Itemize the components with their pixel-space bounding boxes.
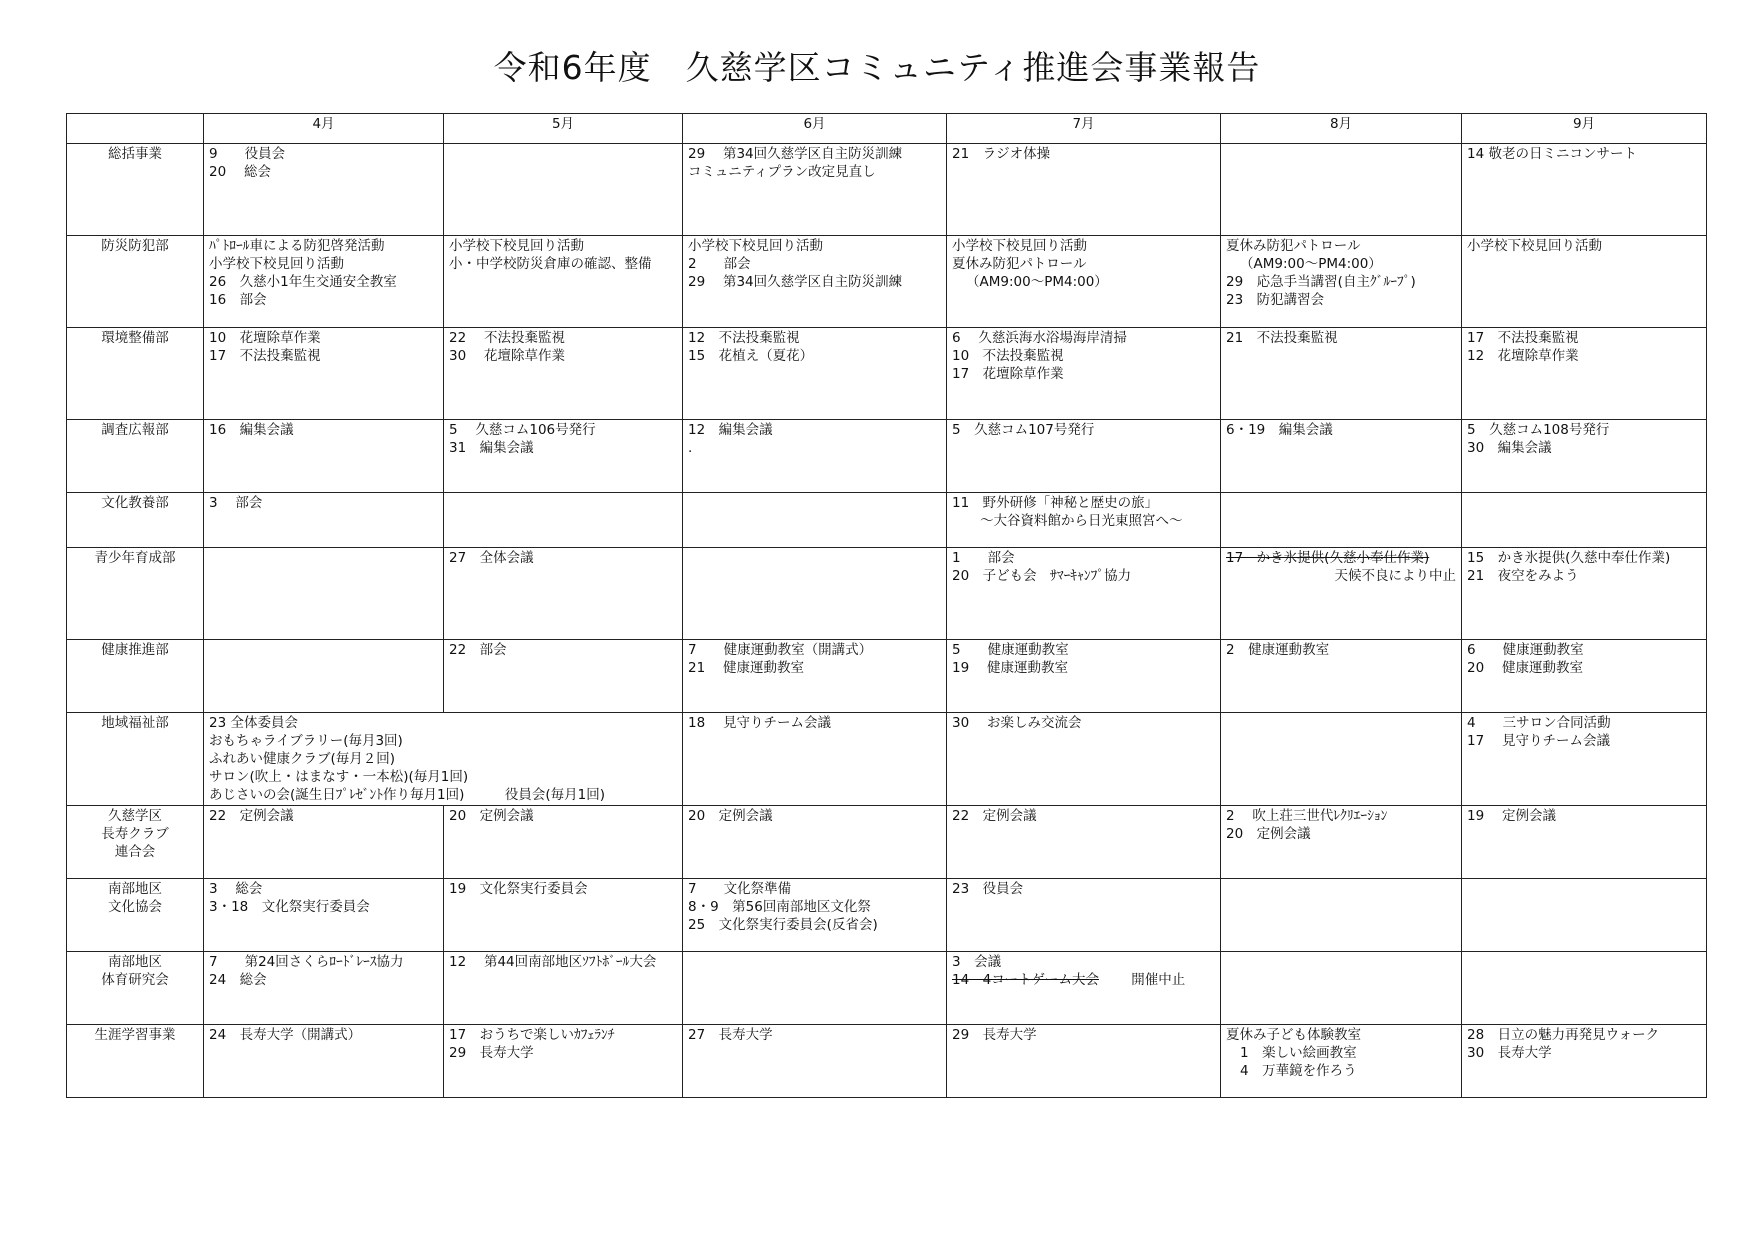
event-entry: 4 三サロン合同活動 xyxy=(1467,715,1611,731)
schedule-cell xyxy=(947,806,1221,879)
event-entry: 1 部会 xyxy=(952,550,1015,566)
schedule-cell xyxy=(1462,420,1707,493)
event-entry: 17 不法投棄監視 xyxy=(209,348,321,364)
schedule-cell xyxy=(1462,1025,1707,1098)
category-label: 連合会 xyxy=(114,844,156,860)
schedule-cell xyxy=(683,952,947,1025)
schedule-cell xyxy=(1221,713,1462,806)
cancelled-event: 14 4コートゲーム大会 xyxy=(952,972,1099,988)
event-entry: 15 花植え（夏花） xyxy=(688,348,814,364)
event-entry: 6 久慈浜海水浴場海岸清掃 xyxy=(952,330,1127,346)
month-header: 5月 xyxy=(444,114,683,144)
event-entry: 15 かき氷提供(久慈中奉仕作業) xyxy=(1467,550,1671,566)
event-entry: 31 編集会議 xyxy=(449,440,534,456)
schedule-cell xyxy=(204,144,444,236)
event-entry: 12 不法投棄監視 xyxy=(688,330,800,346)
table-row xyxy=(67,144,1707,236)
schedule-cell xyxy=(683,713,947,806)
category-cell xyxy=(67,879,204,952)
event-entry: 20 健康運動教室 xyxy=(1467,660,1583,676)
event-entry: ふれあい健康クラブ(毎月２回) xyxy=(209,751,396,767)
event-entry: 14 敬老の日ミニコンサート xyxy=(1467,146,1637,162)
schedule-table xyxy=(66,113,1707,1098)
event-entry: 1 楽しい絵画教室 xyxy=(1240,1045,1357,1061)
schedule-cell-span xyxy=(204,713,683,806)
event-entry: 22 不法投棄監視 xyxy=(449,330,565,346)
category-label: 文化教養部 xyxy=(101,495,169,511)
schedule-cell xyxy=(1462,640,1707,713)
schedule-cell xyxy=(947,236,1221,328)
event-entry: 21 不法投棄監視 xyxy=(1226,330,1338,346)
event-entry: 5 久慈コム107号発行 xyxy=(952,422,1095,438)
event-entry: 26 久慈小1年生交通安全教室 xyxy=(209,274,397,290)
category-label: 防災防犯部 xyxy=(101,238,169,254)
schedule-cell xyxy=(947,1025,1221,1098)
category-cell xyxy=(67,144,204,236)
schedule-cell xyxy=(1462,713,1707,806)
event-entry: 2 部会 xyxy=(688,256,751,272)
event-entry: 22 定例会議 xyxy=(209,808,294,824)
schedule-cell xyxy=(444,806,683,879)
schedule-cell xyxy=(1462,328,1707,420)
table-row xyxy=(67,713,1707,806)
event-entry: 20 定例会議 xyxy=(688,808,773,824)
schedule-cell xyxy=(204,879,444,952)
schedule-cell xyxy=(1462,548,1707,640)
event-entry: 10 花壇除草作業 xyxy=(209,330,321,346)
event-entry: 24 長寿大学（開講式） xyxy=(209,1027,362,1043)
event-entry: 20 定例会議 xyxy=(449,808,534,824)
table-row xyxy=(67,879,1707,952)
event-entry: 29 応急手当講習(自主ｸﾞﾙｰﾌﾟ) xyxy=(1226,274,1416,290)
schedule-cell xyxy=(683,236,947,328)
category-cell xyxy=(67,548,204,640)
event-entry: 21 健康運動教室 xyxy=(688,660,804,676)
schedule-cell xyxy=(1221,640,1462,713)
schedule-cell xyxy=(1462,144,1707,236)
table-row xyxy=(67,1025,1707,1098)
schedule-cell xyxy=(444,493,683,548)
category-label: 文化協会 xyxy=(108,899,162,915)
event-entry: 5 久慈コム108号発行 xyxy=(1467,422,1610,438)
schedule-cell xyxy=(444,879,683,952)
category-cell xyxy=(67,493,204,548)
schedule-cell xyxy=(1221,879,1462,952)
table-row xyxy=(67,952,1707,1025)
event-entry: 3 部会 xyxy=(209,495,263,511)
schedule-cell xyxy=(1221,493,1462,548)
event-entry: （AM9:00～PM4:00） xyxy=(1240,256,1382,272)
category-label: 健康推進部 xyxy=(101,642,169,658)
schedule-cell xyxy=(683,144,947,236)
month-header: 7月 xyxy=(947,114,1221,144)
event-entry: 3 会議 xyxy=(952,954,1002,970)
schedule-cell xyxy=(204,328,444,420)
event-entry: 30 長寿大学 xyxy=(1467,1045,1552,1061)
category-label: 南部地区 xyxy=(108,954,162,970)
event-entry: 29 第34回久慈学区自主防災訓練 xyxy=(688,274,903,290)
event-entry: 17 花壇除草作業 xyxy=(952,366,1064,382)
event-entry: 29 長寿大学 xyxy=(952,1027,1037,1043)
event-entry: 5 健康運動教室 xyxy=(952,642,1069,658)
event-entry: 17 おうちで楽しいｶﾌｪﾗﾝﾁ xyxy=(449,1027,615,1043)
schedule-cell xyxy=(444,548,683,640)
event-entry: 21 夜空をみよう xyxy=(1467,568,1579,584)
schedule-cell xyxy=(204,236,444,328)
event-entry: 夏休み防犯パトロール xyxy=(952,256,1087,272)
category-label: 調査広報部 xyxy=(101,422,169,438)
event-entry: 8・9 第56回南部地区文化祭 xyxy=(688,899,871,915)
schedule-cell xyxy=(947,640,1221,713)
event-entry: 2 吹上荘三世代ﾚｸﾘｴｰｼｮﾝ xyxy=(1226,808,1388,824)
category-label: 南部地区 xyxy=(108,881,162,897)
event-entry: 20 子ども会 ｻﾏｰｷｬﾝﾌﾟ協力 xyxy=(952,568,1132,584)
event-entry: 19 定例会議 xyxy=(1467,808,1556,824)
event-entry: 夏休み防犯パトロール xyxy=(1226,238,1361,254)
schedule-cell xyxy=(444,952,683,1025)
corner-cell xyxy=(67,114,204,144)
schedule-cell xyxy=(204,548,444,640)
month-header: 9月 xyxy=(1462,114,1707,144)
event-entry: 小学校下校見回り活動 xyxy=(688,238,823,254)
schedule-cell xyxy=(1221,144,1462,236)
schedule-cell xyxy=(204,640,444,713)
month-header: 4月 xyxy=(204,114,444,144)
event-entry: 小学校下校見回り活動 xyxy=(449,238,584,254)
event-entry: 4 万華鏡を作ろう xyxy=(1240,1063,1357,1079)
event-entry: サロン(吹上・はまなす・一本松)(毎月1回) xyxy=(209,769,469,785)
category-label: 体育研究会 xyxy=(101,972,169,988)
category-label: 環境整備部 xyxy=(101,330,169,346)
schedule-cell xyxy=(444,1025,683,1098)
event-entry: 19 健康運動教室 xyxy=(952,660,1068,676)
category-cell xyxy=(67,236,204,328)
event-entry: 12 花壇除草作業 xyxy=(1467,348,1579,364)
schedule-cell xyxy=(204,952,444,1025)
event-entry: ～大谷資料館から日光東照宮へ～ xyxy=(980,513,1183,529)
category-label: 生涯学習事業 xyxy=(94,1027,176,1043)
page-title: 令和6年度 久慈学区コミュニティ推進会事業報告 xyxy=(493,48,1261,87)
table-row xyxy=(67,806,1707,879)
table-row xyxy=(67,493,1707,548)
schedule-cell xyxy=(204,806,444,879)
event-entry: 9 役員会 xyxy=(209,146,286,162)
schedule-cell xyxy=(683,806,947,879)
event-entry: 2 健康運動教室 xyxy=(1226,642,1330,658)
schedule-cell xyxy=(683,879,947,952)
event-entry: 29 第34回久慈学区自主防災訓練 xyxy=(688,146,903,162)
event-entry: 22 定例会議 xyxy=(952,808,1037,824)
event-entry: コミュニティプラン改定見直し xyxy=(688,164,876,180)
schedule-cell xyxy=(204,493,444,548)
event-entry: 小学校下校見回り活動 xyxy=(209,256,344,272)
category-label: 青少年育成部 xyxy=(94,550,176,566)
event-entry: 29 長寿大学 xyxy=(449,1045,534,1061)
category-label: 地域福祉部 xyxy=(101,715,169,731)
schedule-cell xyxy=(683,420,947,493)
event-entry: 28 日立の魅力再発見ウォーク xyxy=(1467,1027,1660,1043)
category-label: 総括事業 xyxy=(108,146,162,162)
event-entry: （AM9:00～PM4:00） xyxy=(966,274,1108,290)
schedule-cell xyxy=(1221,806,1462,879)
schedule-cell xyxy=(947,952,1221,1025)
event-entry: 16 部会 xyxy=(209,292,267,308)
event-entry: . xyxy=(688,440,693,456)
event-entry: 23 防犯講習会 xyxy=(1226,292,1325,308)
schedule-cell xyxy=(947,879,1221,952)
event-entry: 夏休み子ども体験教室 xyxy=(1226,1027,1361,1043)
event-entry: ﾊﾟﾄﾛｰﾙ車による防犯啓発活動 xyxy=(209,238,385,254)
event-entry: 7 健康運動教室（開講式） xyxy=(688,642,873,658)
category-cell xyxy=(67,952,204,1025)
event-entry: 23 全体委員会 xyxy=(209,715,298,731)
event-entry: 12 編集会議 xyxy=(688,422,773,438)
schedule-cell xyxy=(1221,328,1462,420)
table-row xyxy=(67,236,1707,328)
schedule-cell xyxy=(683,548,947,640)
schedule-cell xyxy=(444,144,683,236)
event-entry: 7 第24回さくらﾛｰﾄﾞﾚｰｽ協力 xyxy=(209,954,404,970)
event-entry: 16 編集会議 xyxy=(209,422,294,438)
event-entry: 7 文化祭準備 xyxy=(688,881,792,897)
schedule-cell xyxy=(683,1025,947,1098)
month-header-row xyxy=(67,114,1707,144)
schedule-cell xyxy=(947,144,1221,236)
schedule-cell xyxy=(1221,1025,1462,1098)
event-entry: 18 見守りチーム会議 xyxy=(688,715,831,731)
category-cell xyxy=(67,1025,204,1098)
event-entry: 27 長寿大学 xyxy=(688,1027,773,1043)
event-entry: あじさいの会(誕生日ﾌﾟﾚｾﾞﾝﾄ作り毎月1回) 役員会(毎月1回) xyxy=(209,787,605,803)
event-entry: 天候不良により中止 xyxy=(1334,568,1456,584)
schedule-cell xyxy=(1462,236,1707,328)
table-row xyxy=(67,548,1707,640)
event-entry: 20 総会 xyxy=(209,164,271,180)
event-entry: 17 かき氷提供(久慈小奉仕作業) xyxy=(1226,550,1430,566)
event-entry: 3・18 文化祭実行委員会 xyxy=(209,899,370,915)
event-entry: 20 定例会議 xyxy=(1226,826,1311,842)
event-entry: 3 総会 xyxy=(209,881,263,897)
schedule-cell xyxy=(1221,420,1462,493)
month-header: 8月 xyxy=(1221,114,1462,144)
cancel-note: 開催中止 xyxy=(1131,972,1186,988)
event-entry: 6・19 編集会議 xyxy=(1226,422,1333,438)
schedule-cell xyxy=(1221,236,1462,328)
category-label: 久慈学区 xyxy=(108,808,162,824)
event-entry: 5 久慈コム106号発行 xyxy=(449,422,596,438)
category-cell xyxy=(67,806,204,879)
event-entry: 6 健康運動教室 xyxy=(1467,642,1584,658)
event-entry: 12 第44回南部地区ｿﾌﾄﾎﾞｰﾙ大会 xyxy=(449,954,657,970)
event-entry: 24 総会 xyxy=(209,972,267,988)
event-entry: 小・中学校防災倉庫の確認、整備 xyxy=(449,256,652,272)
table-row xyxy=(67,640,1707,713)
schedule-cell xyxy=(947,420,1221,493)
category-cell xyxy=(67,420,204,493)
event-entry: おもちゃライブラリー(毎月3回) xyxy=(209,733,403,749)
event-entry: 21 ラジオ体操 xyxy=(952,146,1051,162)
event-entry: 19 文化祭実行委員会 xyxy=(449,881,588,897)
schedule-cell xyxy=(947,548,1221,640)
schedule-cell xyxy=(683,328,947,420)
event-entry xyxy=(952,971,1215,989)
schedule-cell xyxy=(947,328,1221,420)
schedule-cell xyxy=(683,493,947,548)
schedule-cell xyxy=(1462,806,1707,879)
schedule-cell xyxy=(1221,548,1462,640)
table-row xyxy=(67,420,1707,493)
schedule-cell xyxy=(1462,879,1707,952)
schedule-cell xyxy=(444,640,683,713)
event-entry: 10 不法投棄監視 xyxy=(952,348,1064,364)
schedule-cell xyxy=(1221,952,1462,1025)
schedule-cell xyxy=(444,328,683,420)
event-entry: 23 役員会 xyxy=(952,881,1024,897)
category-cell xyxy=(67,713,204,806)
schedule-cell xyxy=(1462,493,1707,548)
event-entry: 17 見守りチーム会議 xyxy=(1467,733,1610,749)
month-header: 6月 xyxy=(683,114,947,144)
category-cell xyxy=(67,328,204,420)
event-entry: 22 部会 xyxy=(449,642,507,658)
event-entry: 30 編集会議 xyxy=(1467,440,1552,456)
schedule-cell xyxy=(947,713,1221,806)
event-entry: 小学校下校見回り活動 xyxy=(952,238,1087,254)
category-cell xyxy=(67,640,204,713)
event-entry: 小学校下校見回り活動 xyxy=(1467,238,1602,254)
category-label: 長寿クラブ xyxy=(101,826,169,842)
schedule-cell xyxy=(947,493,1221,548)
schedule-cell xyxy=(204,420,444,493)
event-entry: 30 花壇除草作業 xyxy=(449,348,565,364)
table-row xyxy=(67,328,1707,420)
schedule-cell xyxy=(204,1025,444,1098)
event-entry: 27 全体会議 xyxy=(449,550,534,566)
event-entry: 11 野外研修「神秘と歴史の旅」 xyxy=(952,495,1159,511)
event-entry: 25 文化祭実行委員会(反省会) xyxy=(688,917,878,933)
schedule-cell xyxy=(1462,952,1707,1025)
event-entry: 17 不法投棄監視 xyxy=(1467,330,1579,346)
schedule-cell xyxy=(444,420,683,493)
event-entry: 30 お楽しみ交流会 xyxy=(952,715,1082,731)
schedule-cell xyxy=(444,236,683,328)
schedule-cell xyxy=(683,640,947,713)
